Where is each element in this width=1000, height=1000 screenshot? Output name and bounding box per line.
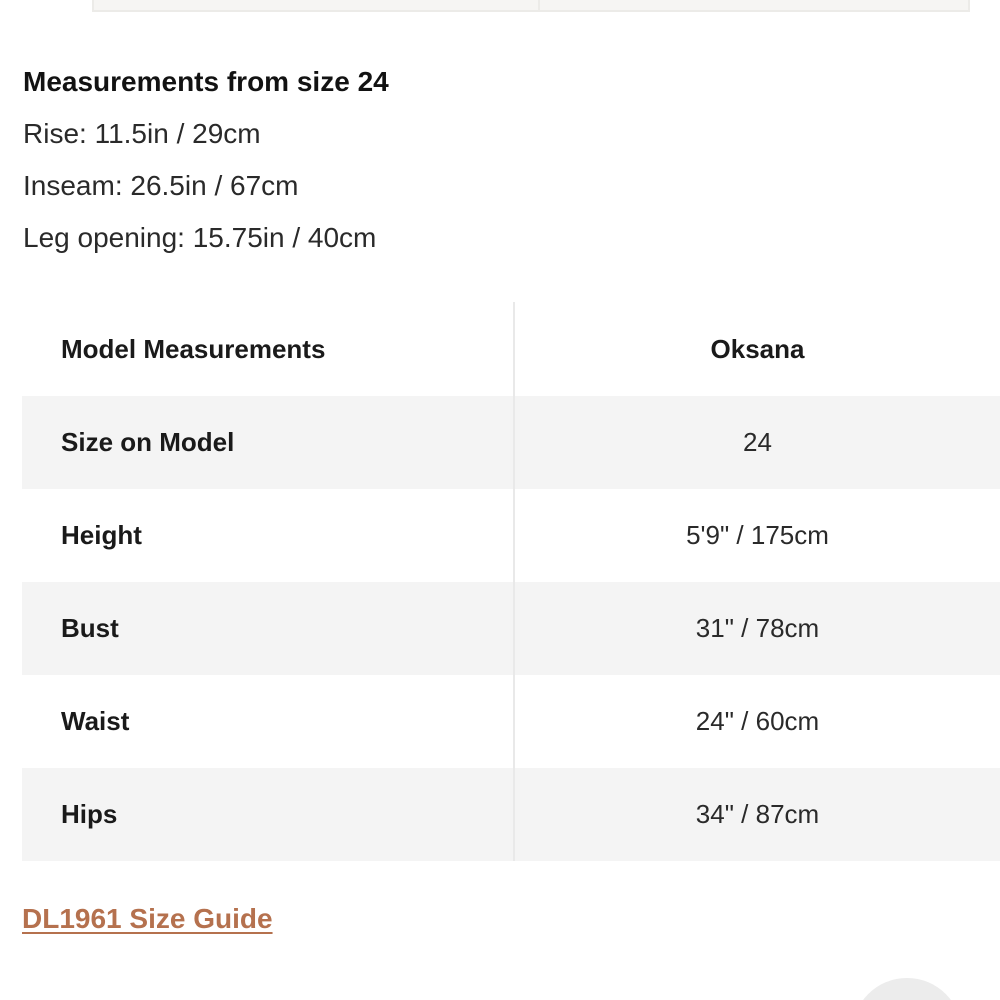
row-value: 24" / 60cm	[695, 706, 820, 736]
header-model-name: Oksana	[710, 333, 805, 364]
rise-measurement: Rise: 11.5in / 29cm	[23, 118, 261, 149]
row-label: Height	[22, 489, 514, 582]
tab-divider	[538, 0, 540, 10]
garment-measurements	[23, 62, 389, 270]
table-row	[22, 396, 1000, 489]
row-value: 24	[743, 427, 772, 457]
row-value: 5'9" / 175cm	[686, 520, 829, 550]
measurements-title: Measurements from size 24	[23, 66, 389, 97]
leg-opening-measurement: Leg opening: 15.75in / 40cm	[23, 222, 377, 253]
table-row	[22, 768, 1000, 861]
top-tab-strip	[92, 0, 970, 12]
table-row	[22, 582, 1000, 675]
row-label: Hips	[22, 768, 514, 861]
table-row	[22, 675, 1000, 768]
row-value: 34" / 87cm	[695, 799, 820, 829]
size-guide-link[interactable]: DL1961 Size Guide	[22, 903, 273, 934]
row-label: Bust	[22, 582, 514, 675]
floating-action-button[interactable]	[852, 978, 962, 1000]
table-row	[22, 489, 1000, 582]
row-label: Waist	[22, 675, 514, 768]
row-value: 31" / 78cm	[695, 613, 820, 643]
model-measurements-table	[22, 302, 1000, 861]
inseam-measurement: Inseam: 26.5in / 67cm	[23, 170, 299, 201]
table-header-row	[22, 302, 1000, 396]
row-label: Size on Model	[22, 396, 514, 489]
header-label: Model Measurements	[22, 302, 514, 396]
